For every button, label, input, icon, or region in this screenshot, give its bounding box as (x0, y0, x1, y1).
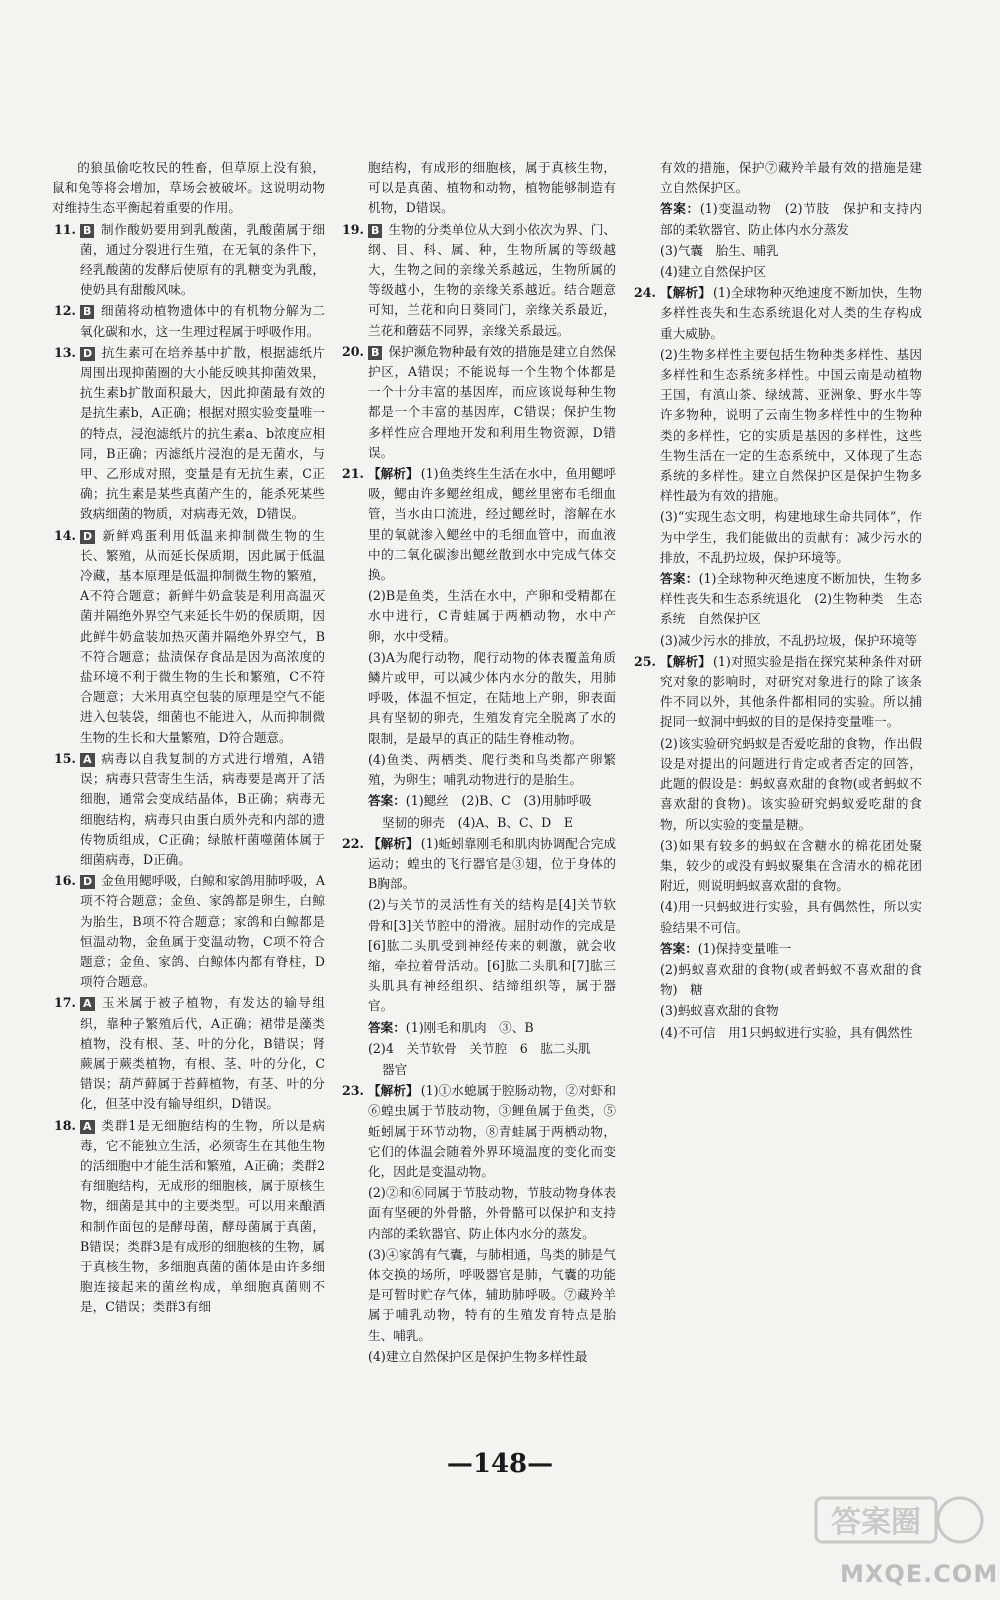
item-number: 11. (54, 221, 76, 237)
answer-badge: B (368, 224, 382, 238)
answer-badge: D (80, 347, 95, 361)
item-text: 制作酸奶要用到乳酸菌，乳酸菌属于细菌，通过分裂进行生殖，在无氧的条件下，经乳酸菌的发酵后使原有的乳糖变为乳酸，使奶具有甜酸风味。 (80, 221, 325, 298)
analysis-paragraph: (2)该实验研究蚂蚁是否爱吃甜的食物，作出假设是对提出的问题进行肯定或者否定的回答，此题的假设是：蚂蚁喜欢甜的食物(或者蚂蚁不喜欢甜的食物)。该实验研究蚂蚁爱吃甜的食物，所以实验的变量是糖。 (660, 735, 922, 832)
question-23 (340, 1081, 616, 1182)
answer-line: (3)减少污水的排放，不乱扔垃圾，保护环境等 (660, 632, 918, 648)
analysis-paragraph: (3)A为爬行动物，爬行动物的体表覆盖角质鳞片或甲，可以减少体内水分的散失，用肺呼吸，体温不恒定，在陆地上产卵，卵表面具有坚韧的卵壳，生殖发育完全脱离了水的限制，是最早的真正的陆生脊椎动物。 (368, 649, 616, 746)
item-number: 23. (342, 1083, 364, 1099)
watermark-logo-text: 答案圈 (831, 1505, 921, 1540)
answer-line (340, 1018, 616, 1038)
answer-label: 答案： (368, 793, 406, 809)
answer-text: (1)刚毛和肌肉 ③、B (405, 1019, 534, 1035)
item-text: 玉米属于被子植物，有发达的输导组织，靠种子繁殖后代，A正确；裙带是藻类植物，没有根、茎、叶的分化，B错误；肾蕨属于蕨类植物，有根、茎、叶的分化，C错误；葫芦藓属于苔藓植物，有茎、叶的分化，但茎中没有输导组织，D错误。 (80, 995, 325, 1112)
column-right (632, 158, 922, 1044)
question-25 (632, 652, 922, 733)
answer-badge: A (80, 997, 95, 1011)
item-text: 病毒以自我复制的方式进行增殖，A错误；病毒只营寄生生活，病毒要是离开了活细胞，通常会变成结晶体，B正确；病毒无细胞结构，病毒只由蛋白质外壳和内部的遗传物质组成，C正确；绿脓杆菌噬菌体属于细菌病毒，D正确。 (80, 750, 325, 867)
answer-badge: A (80, 1120, 95, 1134)
analysis-tag: 【解析】 (660, 285, 711, 301)
item-text: 新鲜鸡蛋利用低温来抑制微生物的生长、繁殖，从而延长保质期，因此属于低温冷藏，基本原理是低温抑制微生物的繁殖，A不符合题意；新鲜牛奶盒装是利用高温灭菌并隔绝外界空气来延长牛奶的保质期，因此鲜牛奶盒装加热灭菌并隔绝外界空气，B不符合题意；盐渍保存食品是因为高浓度的盐环境不利于微生物的生长和繁殖，C不符合题意；大米用真空包装的原理是空气不能进入包装袋，细菌也不能进入，从而抑制微生物的生长和大量繁殖，D符合题意。 (80, 527, 325, 745)
column-middle (340, 158, 616, 1368)
paragraph-intro: 的狼虽偷吃牧民的牲畜，但草原上没有狼，鼠和兔等将会增加，草场会被破坏。这说明动物对维持生态平衡起着重要的作用。 (52, 160, 325, 216)
column-left (52, 158, 325, 1319)
answer-line (632, 939, 922, 959)
item-text: 生物的分类单位从大到小依次为界、门、纲、目、科、属、种，生物所属的等级越大，生物之间的亲缘关系越远，生物所属的等级越小，生物的亲缘关系越近。结合题意可知，兰花和向日葵同门，亲缘关系最近，兰花和蘑菇不同界，亲缘关系最远。 (368, 221, 616, 338)
analysis-paragraph: (2)与关节的灵活性有关的结构是[4]关节软骨和[3]关节腔中的滑液。屈肘动作的完成是[6]肱二头肌受到神经传来的刺激，就会收缩，牵拉着骨活动。[6]肱二头肌和[7]肱三头肌具有神经组织、结缔组织等，属于器官。 (368, 897, 616, 1014)
item-number: 15. (54, 750, 76, 766)
answer-item (340, 342, 616, 463)
answer-label: 答案： (660, 201, 700, 217)
item-number: 18. (54, 1117, 76, 1133)
answer-item (52, 220, 325, 301)
analysis-paragraph: (2)B是鱼类，生活在水中，产卵和受精都在水中进行，C青蛙属于两栖动物，水中产卵，水中受精。 (368, 588, 616, 644)
answer-item (52, 343, 325, 525)
analysis-text: (1)蚯蚓靠刚毛和肌肉协调配合完成运动；蝗虫的飞行器官是③翅，位于身体的B胸部。 (368, 835, 616, 892)
answer-line (340, 791, 616, 811)
analysis-tag: 【解析】 (368, 835, 419, 851)
analysis-tag: 【解析】 (660, 653, 711, 669)
answer-line: 坚韧的卵壳 (4)A、B、C、D E (382, 814, 574, 830)
answer-badge: B (80, 224, 94, 238)
answer-item (52, 871, 325, 992)
answer-line: (2)蚂蚁喜欢甜的食物(或者蚂蚁不喜欢甜的食物) 糖 (660, 961, 922, 998)
paragraph-continued: 有效的措施，保护⑦藏羚羊最有效的措施是建立自然保护区。 (660, 160, 922, 196)
analysis-paragraph: (2)②和⑥同属于节肢动物，节肢动物身体表面有坚硬的外骨骼，外骨骼可以保护和支持内部的柔软器官、防止体内水分的蒸发。 (368, 1185, 616, 1241)
item-text: 保护濒危物种最有效的措施是建立自然保护区，A错误；不能说每一个生物个体都是一个十分丰富的基因库，而应该说每种生物都是一个丰富的基因库，C错误；保护生物多样性应合理地开发和利用生物资源，D错误。 (368, 343, 616, 460)
analysis-paragraph: (4)建立自然保护区是保护生物多样性最 (368, 1348, 588, 1364)
answer-label: 答案： (660, 571, 699, 587)
page-number: —148— (446, 1449, 554, 1479)
answer-text: (1)保持变量唯一 (697, 940, 792, 956)
analysis-tag: 【解析】 (368, 466, 419, 482)
analysis-paragraph: (3)④家鸽有气囊，与肺相通，鸟类的肺是气体交换的场所，呼吸器官是肺，气囊的功能是可暂时贮存气体，辅助肺呼吸。⑦藏羚羊属于哺乳动物，特有的生殖发育特点是胎生、哺乳。 (368, 1246, 616, 1343)
answer-item (52, 1116, 325, 1318)
answer-text: (1)鳃丝 (2)B、C (3)用肺呼吸 (405, 793, 592, 809)
answer-text: (1)变温动物 (2)节肢 保护和支持内部的柔软器官、防止体内水分蒸发 (660, 201, 923, 237)
answer-line: (3)气囊 胎生、哺乳 (660, 242, 779, 258)
answer-item (340, 220, 616, 341)
item-number: 13. (54, 344, 76, 360)
answer-badge: B (80, 305, 94, 319)
analysis-tag: 【解析】 (368, 1083, 419, 1099)
paragraph-continued: 胞结构，有成形的细胞核，属于真核生物，可以是真菌、植物和动物，植物能够制造有机物，D错误。 (368, 160, 616, 216)
answer-label: 答案： (660, 940, 698, 956)
question-22 (340, 834, 616, 895)
answer-line: 器官 (382, 1061, 408, 1077)
analysis-text: (1)鱼类终生生活在水中，鱼用鳃呼吸，鳃由许多鳃丝组成，鳃丝里密布毛细血管，当水由口流进，经过鳃丝时，溶解在水里的氧就渗入鳃丝中的毛细血管中，而血液中的二氧化碳渗出鳃丝散到水中完成气体交换。 (368, 466, 616, 583)
item-text: 细菌将动植物遗体中的有机物分解为二氧化碳和水，这一生理过程属于呼吸作用。 (80, 303, 325, 339)
answer-line (632, 569, 922, 630)
item-number: 22. (342, 835, 364, 851)
item-number: 17. (54, 995, 76, 1011)
analysis-text: (1)对照实验是指在探究某种条件对研究对象的影响时，对研究对象进行的除了该条件不同以外，其他条件都相同的实验。所以捕捉同一蚁洞中蚂蚁的目的是保持变量唯一。 (660, 653, 922, 730)
answer-item (52, 526, 325, 748)
item-number: 25. (634, 653, 656, 669)
answer-badge: D (80, 875, 95, 889)
question-21 (340, 464, 616, 585)
analysis-paragraph: (2)生物多样性主要包括生物种类多样性、基因多样性和生态系统多样性。中国云南是动植物王国，有滇山茶、绿绒蒿、亚洲象、野水牛等许多物种，说明了云南生物多样性中的生物种类的多样性，它的实质是基因的多样性，这些生物生活在一定的生态系统中，又体现了生态系统的多样性。建立自然保护区是保护生物多样性最为有效的措施。 (660, 346, 922, 504)
item-text: 抗生素可在培养基中扩散，根据滤纸片周围出现抑菌圈的大小能反映其抑菌效果，抗生素b扩散面积最大，因此抑菌最有效的是抗生素b，A正确；根据对照实验变量唯一的特点，浸泡滤纸片的抗生素a、b浓度应相同，B正确；丙滤纸片浸泡的是无菌水，与甲、乙形成对照，变量是有无抗生素，C正确；抗生素是某些真菌产生的，能杀死某些致病细菌的物质，对病毒无效，D错误。 (80, 344, 325, 522)
answer-line (632, 199, 922, 239)
item-number: 19. (342, 221, 364, 237)
answer-line: (4)不可信 用1只蚂蚁进行实验，具有偶然性 (660, 1024, 913, 1040)
item-number: 16. (54, 873, 76, 889)
answer-text: (1)全球物种灭绝速度不断加快，生物多样性丧失和生态系统退化 (2)生物种类 生态系统 自然保护区 (660, 571, 923, 627)
item-number: 20. (342, 343, 364, 359)
answer-badge: A (80, 753, 95, 767)
answer-line: (3)蚂蚁喜欢甜的食物 (660, 1003, 779, 1019)
watermark-text: MXQE.COM (840, 1560, 999, 1588)
analysis-paragraph: (3)“实现生态文明，构建地球生命共同体”，作为中学生，我们能做出的贡献有：减少污水的排放，不乱扔垃圾，保护环境等。 (660, 509, 922, 565)
analysis-paragraph: (4)用一只蚂蚁进行实验，具有偶然性，所以实验结果不可信。 (660, 899, 922, 935)
question-24 (632, 283, 922, 344)
analysis-text: (1)①水螅属于腔肠动物，②对虾和⑥蝗虫属于节肢动物，③鲤鱼属于鱼类，⑤蚯蚓属于环节动物，⑧青蛙属于两栖动物，它们的体温会随着外界环境温度的变化而变化，因此是变温动物。 (368, 1083, 616, 1179)
answer-line: (4)建立自然保护区 (660, 264, 766, 280)
item-text: 类群1是无细胞结构的生物，所以是病毒，它不能独立生活，必须寄生在其他生物的活细胞中才能生活和繁殖，A正确；类群2有细胞结构，无成形的细胞核，属于原核生物，细菌是其中的主要类型。可以用来酿酒和制作面包的是酵母菌，酵母菌属于真菌，B错误；类群3是有成形的细胞核的生物，属于真核生物，多细胞真菌的菌体是由许多细胞连接起来的菌丝构成，单细胞真菌则不是，C错误；类群3有细 (80, 1117, 325, 1315)
answer-line: (2)4 关节软骨 关节腔 6 肱二头肌 (368, 1040, 591, 1056)
answer-item (52, 993, 325, 1114)
item-number: 14. (54, 527, 76, 543)
answer-label: 答案： (368, 1019, 406, 1035)
analysis-paragraph: (4)鱼类、两栖类、爬行类和鸟类都产卵繁殖，为卵生；哺乳动物进行的是胎生。 (368, 751, 616, 788)
answer-item (52, 301, 325, 341)
analysis-paragraph: (3)如果有较多的蚂蚁在含糖水的棉花团处聚集，较少的或没有蚂蚁聚集在含清水的棉花团附近，则说明蚂蚁喜欢甜的食物。 (660, 837, 922, 894)
answer-badge: D (80, 530, 95, 544)
item-number: 24. (634, 285, 656, 301)
answer-badge: B (368, 346, 382, 360)
answer-item (52, 749, 325, 870)
item-number: 21. (342, 466, 364, 482)
analysis-text: (1)全球物种灭绝速度不断加快，生物多样性丧失和生态系统退化对人类的生存构成重大威胁。 (660, 285, 922, 341)
item-text: 金鱼用鳃呼吸，白鲸和家鸽用肺呼吸，A项不符合题意；金鱼、家鸽都是卵生，白鲸为胎生，B项不符合题意；家鸽和白鲸都是恒温动物，金鱼属于变温动物，C项不符合题意；金鱼、家鸽、白鲸体内都有脊柱，D项符合题意。 (80, 873, 325, 990)
item-number: 12. (54, 303, 76, 319)
